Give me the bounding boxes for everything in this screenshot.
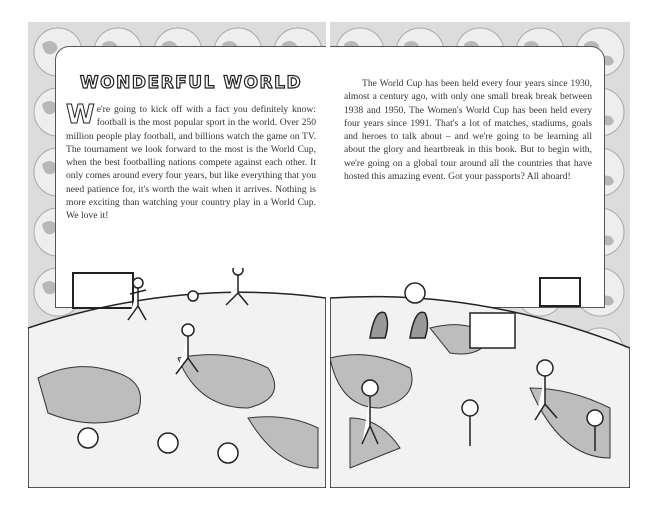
- beach-ball-icon: [405, 283, 425, 303]
- page-title: WONDERFUL WORLD: [79, 73, 303, 93]
- intro-paragraph: [66, 100, 316, 223]
- drop-cap: W: [66, 100, 95, 130]
- right-page: [330, 22, 630, 488]
- left-page: [28, 22, 326, 488]
- tv-screen-icon: [540, 278, 580, 306]
- intro-text: e're going to kick off with a fact you definitely know: football is the most popular sport in the world. Over 250 million people play football, and billions watch the game on TV. The tournament we look forward to the most is the World Cup, when the best footballing nations compete against each other. It only comes around every four years, but like everything that you need patience for, it's worth the wait when it arrives. Nothing is more exciting than watching your country play in a World Cup. We love it!: [66, 104, 316, 222]
- football-globe-illustration: [28, 268, 326, 488]
- history-paragraph: The World Cup has been held every four years since 1930, almost a century ago, with only one small break break between 1938 and 1950. The Women's World Cup has been held every four years since 1991. That's a lot of matches, stadiums, goals and heroes to talk about – and we're going to be learning all about the glory and heartbreak in this book. But to begin with, we're going on a global tour around all the countries that have hosted this amazing event. Got your passports? All aboard!: [344, 78, 592, 183]
- football-globe-illustration: [330, 268, 630, 488]
